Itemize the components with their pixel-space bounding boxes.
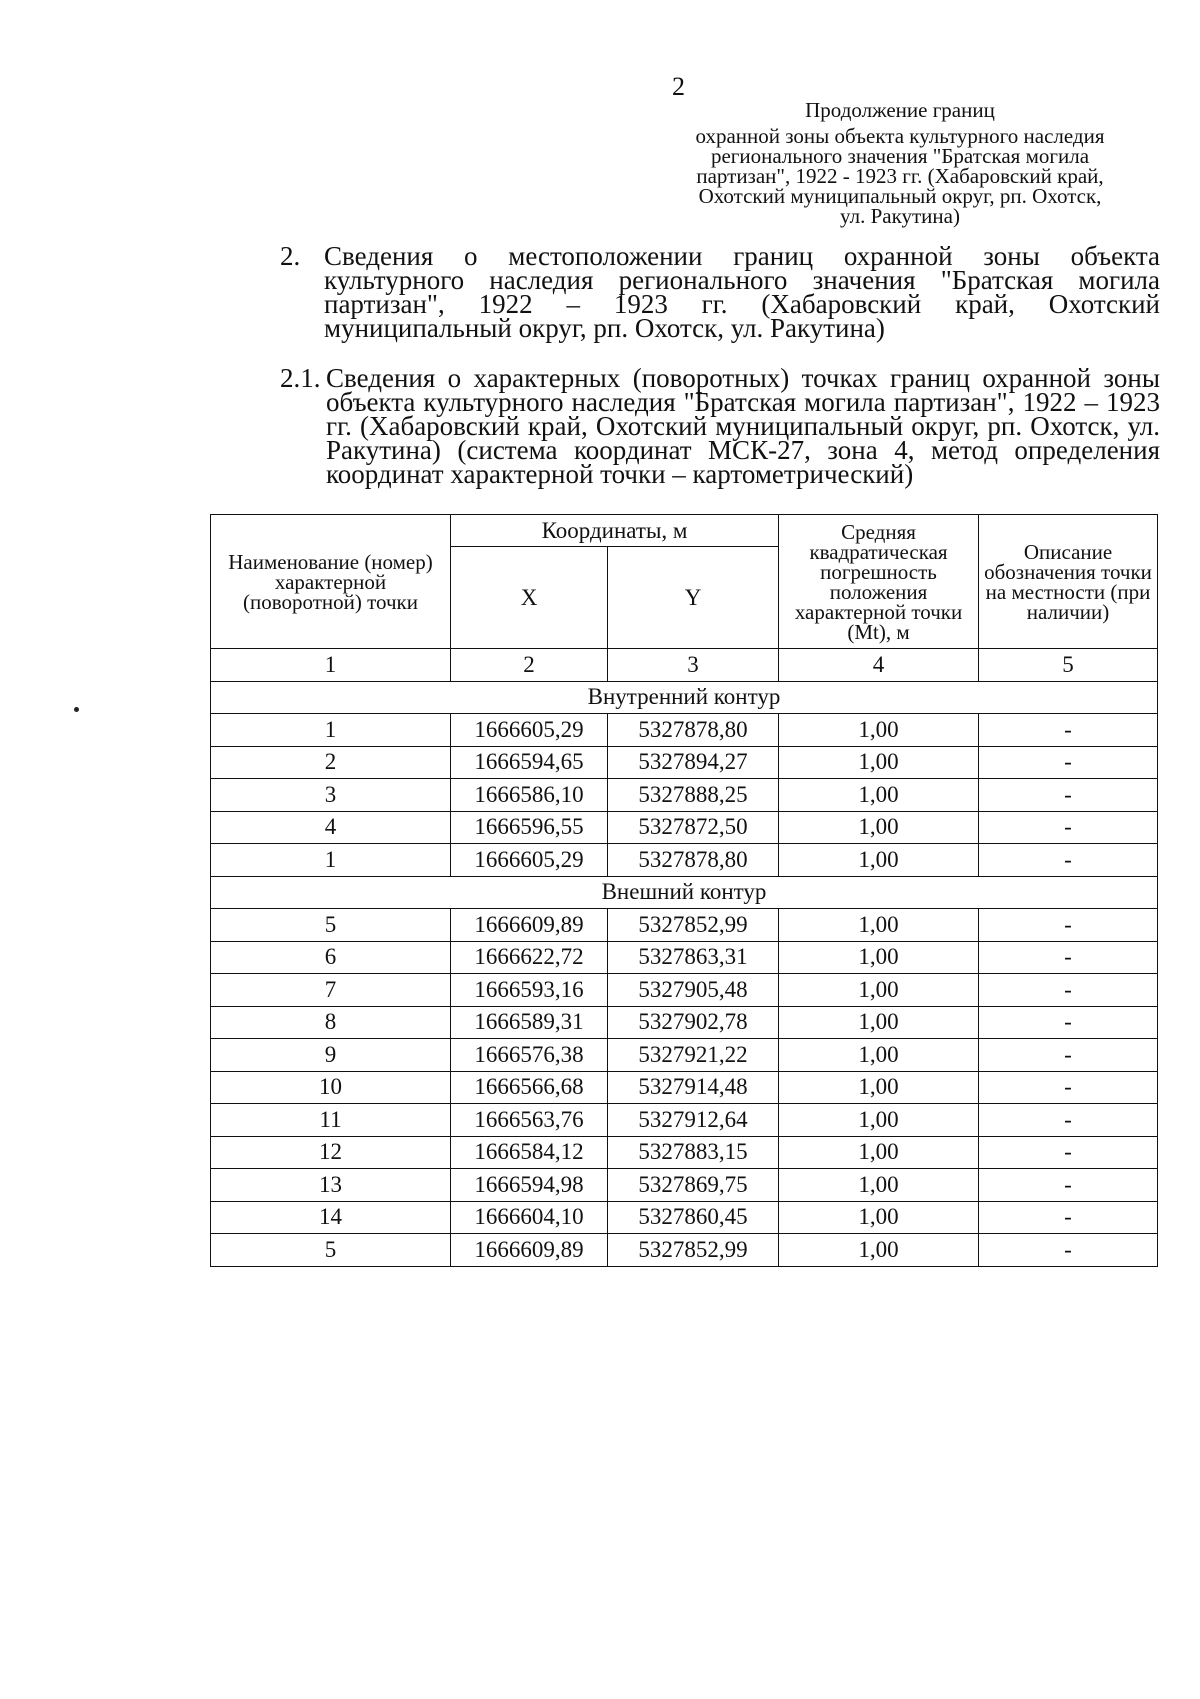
point-number-cell: 14 — [211, 1201, 451, 1234]
scan-dot — [74, 707, 79, 712]
error-cell: 1,00 — [779, 1201, 979, 1234]
point-number-cell: 6 — [211, 941, 451, 974]
description-cell: - — [979, 1234, 1158, 1267]
x-coordinate-cell: 1666563,76 — [451, 1104, 608, 1137]
section-2-1-number: 2.1. — [280, 363, 321, 393]
x-coordinate-cell: 1666584,12 — [451, 1136, 608, 1169]
contour-group-title: Внешний контур — [211, 876, 1158, 909]
table-row — [211, 974, 1158, 1007]
table-row — [211, 844, 1158, 877]
header-line: партизан", 1922 - 1923 гг. (Хабаровский край, — [696, 164, 1104, 188]
error-cell: 1,00 — [779, 844, 979, 877]
x-coordinate-cell: 1666605,29 — [451, 844, 608, 877]
table-row — [211, 1234, 1158, 1267]
point-number-cell: 12 — [211, 1136, 451, 1169]
y-coordinate-cell: 5327912,64 — [608, 1104, 779, 1137]
y-coordinate-cell: 5327888,25 — [608, 779, 779, 812]
x-coordinate-cell: 1666576,38 — [451, 1039, 608, 1072]
error-cell: 1,00 — [779, 1006, 979, 1039]
error-cell: 1,00 — [779, 1071, 979, 1104]
table-row — [211, 714, 1158, 747]
x-coordinate-cell: 1666593,16 — [451, 974, 608, 1007]
section-2 — [280, 241, 1160, 343]
table-row — [211, 1071, 1158, 1104]
y-coordinate-cell: 5327863,31 — [608, 941, 779, 974]
x-coordinate-cell: 1666605,29 — [451, 714, 608, 747]
table-row — [211, 1039, 1158, 1072]
x-coordinate-cell: 1666566,68 — [451, 1071, 608, 1104]
description-cell: - — [979, 1201, 1158, 1234]
y-coordinate-cell: 5327902,78 — [608, 1006, 779, 1039]
table-row — [211, 746, 1158, 779]
error-cell: 1,00 — [779, 974, 979, 1007]
x-coordinate-cell: 1666622,72 — [451, 941, 608, 974]
x-coordinate-cell: 1666594,65 — [451, 746, 608, 779]
x-coordinate-cell: 1666586,10 — [451, 779, 608, 812]
description-cell: - — [979, 1039, 1158, 1072]
x-coordinate-cell: 1666609,89 — [451, 909, 608, 942]
section-2-text: Сведения о местоположении границ охранной зоны объекта культурного наследия регионального значения "Братская могила партизан", 1922 – 1923 гг. (Хабаровский край, Охотский муниципальный округ, рп. Охотск, ул. Ракутина) — [324, 241, 1160, 343]
description-cell: - — [979, 844, 1158, 877]
header-title: Продолжение границ — [805, 98, 995, 122]
column-number: 4 — [779, 649, 979, 682]
header-y: Y — [608, 547, 779, 649]
header-line: Охотский муниципальный округ, рп. Охотск, — [698, 184, 1102, 208]
description-cell: - — [979, 909, 1158, 942]
table-row — [211, 1136, 1158, 1169]
y-coordinate-cell: 5327878,80 — [608, 714, 779, 747]
column-number: 3 — [608, 649, 779, 682]
header-description: Описание обозначения точки на местности (при наличии) — [979, 515, 1158, 649]
table-row — [211, 811, 1158, 844]
point-number-cell: 1 — [211, 844, 451, 877]
point-number-cell: 13 — [211, 1169, 451, 1202]
header-line: регионального значения "Братская могила — [710, 144, 1090, 168]
point-number-cell: 10 — [211, 1071, 451, 1104]
section-2-number: 2. — [280, 241, 301, 271]
y-coordinate-cell: 5327852,99 — [608, 909, 779, 942]
point-number-cell: 7 — [211, 974, 451, 1007]
description-cell: - — [979, 1169, 1158, 1202]
description-cell: - — [979, 941, 1158, 974]
error-cell: 1,00 — [779, 1039, 979, 1072]
error-cell: 1,00 — [779, 746, 979, 779]
y-coordinate-cell: 5327894,27 — [608, 746, 779, 779]
page-number: 2 — [672, 72, 685, 101]
header-line: ул. Ракутина) — [840, 204, 960, 228]
description-cell: - — [979, 779, 1158, 812]
error-cell: 1,00 — [779, 779, 979, 812]
description-cell: - — [979, 1006, 1158, 1039]
error-cell: 1,00 — [779, 1104, 979, 1137]
column-number: 5 — [979, 649, 1158, 682]
header-x: X — [451, 547, 608, 649]
section-2-1-text: Сведения о характерных (поворотных) точках границ охранной зоны объекта культурного наследия "Братская могила партизан", 1922 – 1923 гг. (Хабаровский край, Охотский муниципальный округ, рп. Охотск, ул. Ракутина) (система координат МСК-27, зона 4, метод определения координат характерной точки – картометрический) — [326, 363, 1160, 489]
document-header — [640, 100, 1160, 226]
point-number-cell: 9 — [211, 1039, 451, 1072]
error-cell: 1,00 — [779, 909, 979, 942]
x-coordinate-cell: 1666604,10 — [451, 1201, 608, 1234]
error-cell: 1,00 — [779, 1234, 979, 1267]
section-2-1 — [280, 363, 1160, 489]
description-cell: - — [979, 1104, 1158, 1137]
point-number-cell: 1 — [211, 714, 451, 747]
x-coordinate-cell: 1666594,98 — [451, 1169, 608, 1202]
table-row — [211, 779, 1158, 812]
error-cell: 1,00 — [779, 714, 979, 747]
y-coordinate-cell: 5327905,48 — [608, 974, 779, 1007]
x-coordinate-cell: 1666589,31 — [451, 1006, 608, 1039]
column-number: 1 — [211, 649, 451, 682]
point-number-cell: 8 — [211, 1006, 451, 1039]
table-row — [211, 909, 1158, 942]
description-cell: - — [979, 974, 1158, 1007]
x-coordinate-cell: 1666609,89 — [451, 1234, 608, 1267]
y-coordinate-cell: 5327860,45 — [608, 1201, 779, 1234]
error-cell: 1,00 — [779, 941, 979, 974]
x-coordinate-cell: 1666596,55 — [451, 811, 608, 844]
y-coordinate-cell: 5327921,22 — [608, 1039, 779, 1072]
header-error: Средняя квадратическая погрешность положения характерной точки (Mt), м — [779, 515, 979, 649]
column-number-row — [211, 649, 1158, 682]
y-coordinate-cell: 5327852,99 — [608, 1234, 779, 1267]
y-coordinate-cell: 5327872,50 — [608, 811, 779, 844]
header-point-name: Наименование (номер) характерной (поворотной) точки — [211, 515, 451, 649]
point-number-cell: 4 — [211, 811, 451, 844]
description-cell: - — [979, 746, 1158, 779]
y-coordinate-cell: 5327869,75 — [608, 1169, 779, 1202]
error-cell: 1,00 — [779, 811, 979, 844]
contour-group-row — [211, 876, 1158, 909]
contour-group-row — [211, 681, 1158, 714]
coordinates-table — [210, 514, 1158, 1267]
header-coordinates: Координаты, м — [451, 515, 779, 547]
point-number-cell: 11 — [211, 1104, 451, 1137]
y-coordinate-cell: 5327878,80 — [608, 844, 779, 877]
table-row — [211, 1201, 1158, 1234]
y-coordinate-cell: 5327883,15 — [608, 1136, 779, 1169]
header-line: охранной зоны объекта культурного наследия — [695, 124, 1105, 148]
table-row — [211, 1169, 1158, 1202]
table-row — [211, 1006, 1158, 1039]
description-cell: - — [979, 714, 1158, 747]
y-coordinate-cell: 5327914,48 — [608, 1071, 779, 1104]
point-number-cell: 2 — [211, 746, 451, 779]
error-cell: 1,00 — [779, 1169, 979, 1202]
column-number: 2 — [451, 649, 608, 682]
error-cell: 1,00 — [779, 1136, 979, 1169]
description-cell: - — [979, 811, 1158, 844]
description-cell: - — [979, 1136, 1158, 1169]
contour-group-title: Внутренний контур — [211, 681, 1158, 714]
point-number-cell: 3 — [211, 779, 451, 812]
table-row — [211, 941, 1158, 974]
point-number-cell: 5 — [211, 909, 451, 942]
table-row — [211, 1104, 1158, 1137]
point-number-cell: 5 — [211, 1234, 451, 1267]
description-cell: - — [979, 1071, 1158, 1104]
